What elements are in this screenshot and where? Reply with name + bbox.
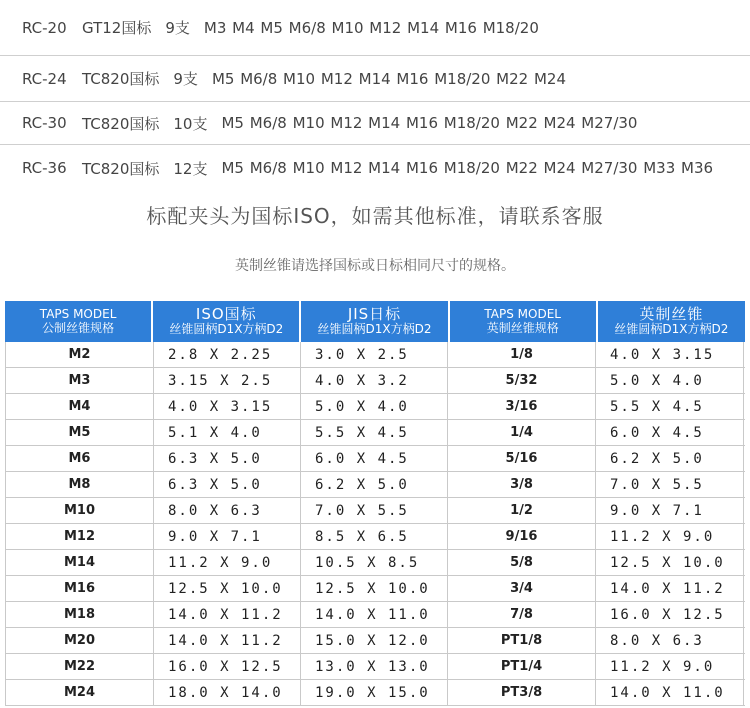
imperial-size-cell: 5/32 xyxy=(448,368,596,393)
iso-shank-cell: 11.2 X 9.0 xyxy=(154,550,301,575)
imperial-shank-cell: 9.0 X 7.1 xyxy=(596,498,744,523)
iso-shank-cell: 14.0 X 11.2 xyxy=(154,602,301,627)
header-iso xyxy=(153,301,301,342)
iso-shank-cell: 14.0 X 11.2 xyxy=(154,628,301,653)
imperial-shank-cell: 14.0 X 11.2 xyxy=(596,576,744,601)
table-row xyxy=(5,342,745,368)
kit-row-rc20 xyxy=(0,0,750,56)
iso-shank-cell: 9.0 X 7.1 xyxy=(154,524,301,549)
jis-shank-cell: 15.0 X 12.0 xyxy=(301,628,448,653)
header-jis xyxy=(301,301,449,342)
standard-chuck-note: 标配夹头为国标ISO，如需其他标准，请联系客服 xyxy=(146,204,604,228)
metric-size-cell: M20 xyxy=(5,628,154,653)
table-row xyxy=(5,394,745,420)
kit-count: 9支 xyxy=(173,70,198,88)
jis-shank-cell: 5.0 X 4.0 xyxy=(301,394,448,419)
table-row xyxy=(5,602,745,628)
kit-count: 9支 xyxy=(165,19,190,37)
imperial-shank-cell: 12.5 X 10.0 xyxy=(596,550,744,575)
metric-size-cell: M24 xyxy=(5,680,154,705)
iso-shank-cell: 4.0 X 3.15 xyxy=(154,394,301,419)
jis-shank-cell: 8.5 X 6.5 xyxy=(301,524,448,549)
jis-shank-cell: 12.5 X 10.0 xyxy=(301,576,448,601)
imperial-size-cell: 3/8 xyxy=(448,472,596,497)
kit-model: RC-30 xyxy=(22,114,67,132)
iso-shank-cell: 2.8 X 2.25 xyxy=(154,342,301,367)
metric-size-cell: M8 xyxy=(5,472,154,497)
kit-sizes: M3 M4 M5 M6/8 M10 M12 M14 M16 M18/20 xyxy=(203,18,539,37)
header-line2: 丝锥圆柄D1X方柄D2 xyxy=(614,322,729,337)
metric-size-cell: M16 xyxy=(5,576,154,601)
jis-shank-cell: 14.0 X 11.0 xyxy=(301,602,448,627)
table-row xyxy=(5,628,745,654)
imperial-tap-note: 英制丝锥请选择国标或日标相同尺寸的规格。 xyxy=(235,258,515,274)
table-row xyxy=(5,654,745,680)
imperial-size-cell: 5/16 xyxy=(448,446,596,471)
jis-shank-cell: 19.0 X 15.0 xyxy=(301,680,448,705)
kit-sizes: M5 M6/8 M10 M12 M14 M16 M18/20 M22 M24 M27/30 xyxy=(221,114,638,132)
iso-shank-cell: 5.1 X 4.0 xyxy=(154,420,301,445)
table-row xyxy=(5,576,745,602)
imperial-shank-cell: 11.2 X 9.0 xyxy=(596,654,744,679)
table-row xyxy=(5,446,745,472)
kit-row-rc24 xyxy=(0,56,750,102)
kit-model: RC-20 xyxy=(22,18,67,37)
kit-count: 12支 xyxy=(173,159,208,178)
header-metric-model xyxy=(5,301,153,342)
header-line1: TAPS MODEL xyxy=(484,306,561,321)
kit-standard: TC820国标 xyxy=(82,114,160,133)
imperial-size-cell: PT1/8 xyxy=(448,628,596,653)
header-imperial xyxy=(598,301,745,342)
imperial-shank-cell: 11.2 X 9.0 xyxy=(596,524,744,549)
jis-shank-cell: 7.0 X 5.5 xyxy=(301,498,448,523)
kit-standard: TC820国标 xyxy=(82,70,160,88)
kit-sizes: M5 M6/8 M10 M12 M14 M16 M18/20 M22 M24 xyxy=(211,69,566,88)
imperial-shank-cell: 7.0 X 5.5 xyxy=(596,472,744,497)
imperial-shank-cell: 5.0 X 4.0 xyxy=(596,368,744,393)
table-row xyxy=(5,368,745,394)
metric-size-cell: M22 xyxy=(5,654,154,679)
imperial-shank-cell: 6.0 X 4.5 xyxy=(596,420,744,445)
imperial-shank-cell: 14.0 X 11.0 xyxy=(596,680,744,705)
jis-shank-cell: 5.5 X 4.5 xyxy=(301,420,448,445)
imperial-size-cell: 3/4 xyxy=(448,576,596,601)
imperial-size-cell: PT3/8 xyxy=(448,680,596,705)
metric-size-cell: M6 xyxy=(5,446,154,471)
header-line2: 丝锥圆柄D1X方柄D2 xyxy=(317,322,432,337)
metric-size-cell: M14 xyxy=(5,550,154,575)
header-line1: 英制丝锥 xyxy=(639,304,704,323)
iso-shank-cell: 16.0 X 12.5 xyxy=(154,654,301,679)
kit-model: RC-36 xyxy=(22,159,67,177)
iso-shank-cell: 6.3 X 5.0 xyxy=(154,472,301,497)
metric-size-cell: M3 xyxy=(5,368,154,393)
header-line1: TAPS MODEL xyxy=(39,306,117,321)
imperial-size-cell: 1/8 xyxy=(448,342,596,367)
metric-size-cell: M5 xyxy=(5,420,154,445)
header-line1: ISO国标 xyxy=(195,304,257,323)
metric-size-cell: M2 xyxy=(5,342,154,367)
table-row xyxy=(5,680,745,706)
header-line2: 英制丝锥规格 xyxy=(486,320,559,335)
kit-count: 10支 xyxy=(173,114,208,133)
metric-size-cell: M12 xyxy=(5,524,154,549)
imperial-size-cell: 9/16 xyxy=(448,524,596,549)
header-line2: 公制丝锥规格 xyxy=(42,320,115,335)
imperial-size-cell: 5/8 xyxy=(448,550,596,575)
jis-shank-cell: 10.5 X 8.5 xyxy=(301,550,448,575)
table-row xyxy=(5,472,745,498)
iso-shank-cell: 3.15 X 2.5 xyxy=(154,368,301,393)
metric-size-cell: M4 xyxy=(5,394,154,419)
imperial-size-cell: 7/8 xyxy=(448,602,596,627)
imperial-size-cell: 1/2 xyxy=(448,498,596,523)
imperial-size-cell: PT1/4 xyxy=(448,654,596,679)
table-row xyxy=(5,498,745,524)
tap-size-table xyxy=(5,301,745,706)
iso-shank-cell: 6.3 X 5.0 xyxy=(154,446,301,471)
table-body xyxy=(5,342,745,706)
metric-size-cell: M18 xyxy=(5,602,154,627)
imperial-size-cell: 3/16 xyxy=(448,394,596,419)
iso-shank-cell: 8.0 X 6.3 xyxy=(154,498,301,523)
header-imperial-model xyxy=(450,301,598,342)
table-row xyxy=(5,524,745,550)
iso-shank-cell: 12.5 X 10.0 xyxy=(154,576,301,601)
imperial-shank-cell: 8.0 X 6.3 xyxy=(596,628,744,653)
imperial-size-cell: 1/4 xyxy=(448,420,596,445)
imperial-shank-cell: 6.2 X 5.0 xyxy=(596,446,744,471)
kit-row-rc30 xyxy=(0,102,750,145)
metric-size-cell: M10 xyxy=(5,498,154,523)
table-row xyxy=(5,550,745,576)
imperial-shank-cell: 5.5 X 4.5 xyxy=(596,394,744,419)
table-row xyxy=(5,420,745,446)
kit-row-rc36 xyxy=(0,145,750,191)
header-line2: 丝锥圆柄D1X方柄D2 xyxy=(169,322,284,337)
kit-model: RC-24 xyxy=(22,69,67,88)
jis-shank-cell: 3.0 X 2.5 xyxy=(301,342,448,367)
kit-standard: GT12国标 xyxy=(82,19,152,37)
iso-shank-cell: 18.0 X 14.0 xyxy=(154,680,301,705)
jis-shank-cell: 13.0 X 13.0 xyxy=(301,654,448,679)
kit-standard: TC820国标 xyxy=(82,159,160,178)
imperial-shank-cell: 4.0 X 3.15 xyxy=(596,342,744,367)
jis-shank-cell: 6.0 X 4.5 xyxy=(301,446,448,471)
kit-sizes: M5 M6/8 M10 M12 M14 M16 M18/20 M22 M24 M27/30 M33 M36 xyxy=(221,159,714,177)
header-line1: JIS日标 xyxy=(347,304,402,323)
imperial-shank-cell: 16.0 X 12.5 xyxy=(596,602,744,627)
table-header xyxy=(5,301,745,342)
jis-shank-cell: 4.0 X 3.2 xyxy=(301,368,448,393)
jis-shank-cell: 6.2 X 5.0 xyxy=(301,472,448,497)
